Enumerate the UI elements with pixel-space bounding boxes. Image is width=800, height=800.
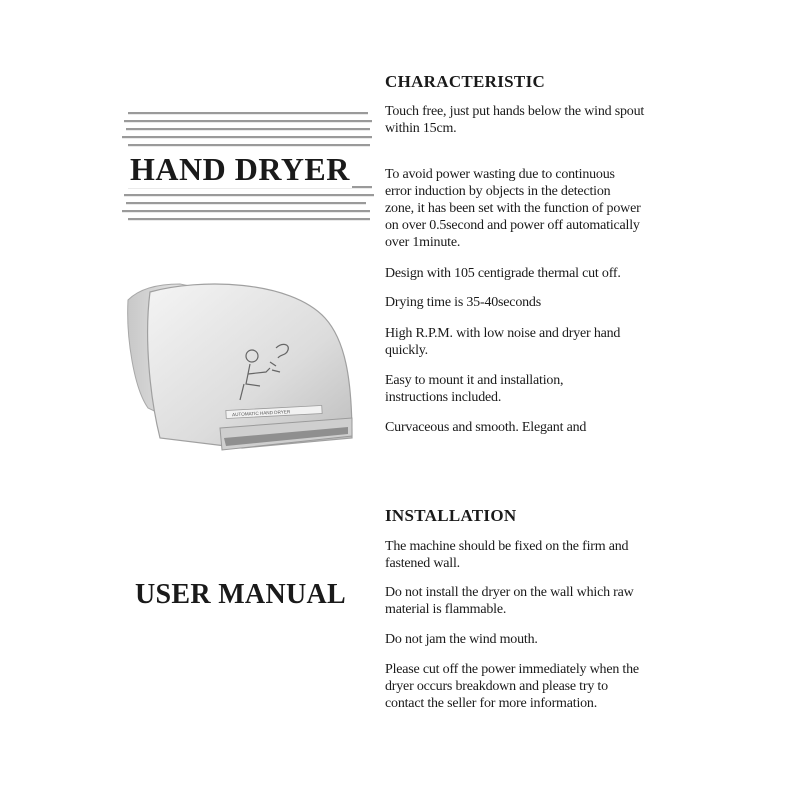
characteristic-heading: CHARACTERISTIC [385,72,546,91]
hand-dryer-image [120,278,360,458]
characteristic-paragraph: To avoid power wasting due to continuous error induction by objects in the detection zone, it has been set with the function of power on over 0.5second and power off automatically over 1minute. [385,167,641,250]
characteristic-paragraph: Easy to mount it and installation, instructions included. [385,373,564,405]
manual-title: USER MANUAL [135,579,346,610]
installation-paragraph: The machine should be fixed on the firm and fastened wall. [385,539,629,571]
stripe-line [124,194,374,196]
stripe-line [124,120,372,122]
product-title: HAND DRYER [130,151,350,187]
installation-paragraph: Do not install the dryer on the wall which raw material is flammable. [385,585,634,617]
characteristic-paragraph: Curvaceous and smooth. Elegant and [385,420,587,435]
installation-paragraph: Please cut off the power immediately when the dryer occurs breakdown and please try to contact the seller for more information. [385,662,639,711]
stripe-line [122,136,372,138]
stripe-line [128,112,368,114]
installation-heading: INSTALLATION [385,506,517,525]
stripe-line [128,218,370,220]
stripe-line [126,202,366,204]
stripe-line [126,128,370,130]
device-label: AUTOMATIC HAND DRYER [231,409,291,418]
characteristic-paragraph: High R.P.M. with low noise and dryer hand quickly. [385,326,621,358]
characteristic-paragraph: Design with 105 centigrade thermal cut off. [385,266,621,281]
stripe-line [128,144,370,146]
characteristic-paragraph: Drying time is 35-40seconds [385,295,541,310]
installation-paragraph: Do not jam the wind mouth. [385,632,538,647]
stripe-line [122,210,370,212]
characteristic-paragraph: Touch free, just put hands below the wind spout within 15cm. [385,104,645,136]
